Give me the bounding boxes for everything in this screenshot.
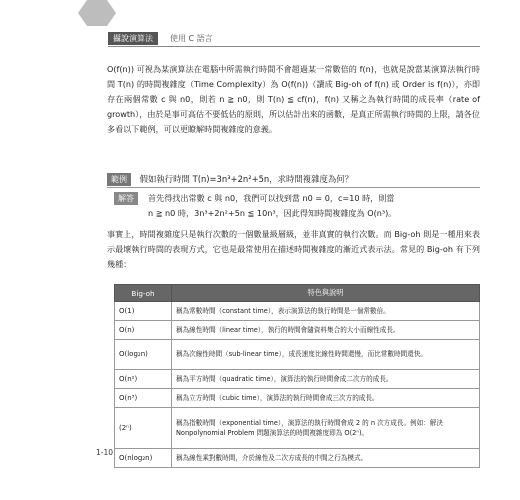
table-row: [115, 389, 480, 408]
table-cell-notation: O(log₂n): [115, 340, 172, 370]
table-cell-notation: O(n): [115, 321, 172, 340]
chapter-tag: 攝說演算法: [108, 32, 158, 45]
table-cell-notation: O(1): [115, 302, 172, 321]
example-heading: [107, 172, 353, 186]
example-rule: [107, 187, 480, 188]
chapter-subtitle: 使用 C 語言: [170, 34, 213, 43]
table-row: [115, 449, 480, 468]
table-cell-notation: O(n³): [115, 389, 172, 408]
table-row: [115, 302, 480, 321]
table-cell-notation: O(n²): [115, 370, 172, 389]
page-number: 1-10: [96, 448, 114, 457]
table-cell-description: 稱為指數時間（exponential time），演算法的執行時間會成 2 的 n 次方成長。例如：解決 Nonpolynomial Problem 問題演算法的時間複雜度即為 O(2ⁿ)。: [172, 408, 480, 449]
answer-line-2: n ≧ n0 時，3n³+2n²+5n ≦ 10n³，因此得知時間複雜度為 O(n³)。: [148, 207, 397, 218]
table-row: [115, 340, 480, 370]
table-cell-notation: O(nlog₂n): [115, 449, 172, 468]
table-row: [115, 408, 480, 449]
table-header-description: 特色與說明: [172, 285, 480, 302]
table-cell-description: 稱為平方時間（quadratic time），演算法的執行時間會成二次方的成長。: [172, 370, 480, 389]
example-label: 範例: [107, 173, 131, 186]
table-row: [115, 321, 480, 340]
answer-block: [114, 191, 480, 220]
table-cell-description: 稱為立方時間（cubic time），演算法的執行時間會成三次方的成長。: [172, 389, 480, 408]
example-question: 假如執行時間 T(n)=3n³+2n²+5n，求時間複雜度為何？: [139, 174, 353, 184]
table-row: [115, 370, 480, 389]
hexagon-logo-icon: [78, 0, 116, 26]
table-cell-description: 稱為線性乘對數時間，介於線性及二次方成長的中間之行為模式。: [172, 449, 480, 468]
header-rule: [108, 46, 480, 47]
table-cell-description: 稱為次線性時間（sub-linear time），成長速度比線性時間還慢，而比常數時間還快。: [172, 340, 480, 370]
bigoh-table: [114, 284, 480, 468]
chapter-header: [108, 32, 480, 46]
table-cell-description: 稱為常數時間（constant time），表示演算法的執行時間是一個常數倍。: [172, 302, 480, 321]
bigoh-paragraph: 事實上，時間複雜度只是執行次數的一個數量級層級，並非真實的執行次數。而 Big-oh 則是一種用來表示最壞執行時間的表現方式，它也是最常使用在描述時間複雜度的漸近式表示法。常見的 Big-oh 有下列幾種：: [107, 229, 480, 270]
table-cell-notation: (2ⁿ): [115, 408, 172, 449]
intro-paragraph: O(f(n)) 可視為某演算法在電腦中所需執行時間不會超過某一常數倍的 f(n)，也就是說當某演算法執行時間 T(n) 的時間複雜度（Time Complexity）為 O(f(n))（讀成 Big-oh of f(n) 或 Order is f(n)），亦即存在兩個常數 c 與 n0，則若 n ≧ n0，則 T(n) ≦ cf(n)，f(n) 又稱之為執行時間的成長率（rate of growth），由於是事可高估不要低估的原則，所以估計出來的函數，是真正所需執行時間的上限，請各位多看以下範例，可以更瞭解時間複雜度的意義。: [107, 64, 480, 135]
answer-label: 解答: [114, 192, 138, 205]
table-header-notation: Big-oh: [115, 285, 172, 302]
table-cell-description: 稱為線性時間（linear time），執行的時間會隨資料集合的大小而線性成長。: [172, 321, 480, 340]
answer-line-1: 首先得找出常數 c 與 n0，我們可以找到當 n0 = 0，c=10 時，則當: [148, 193, 395, 203]
